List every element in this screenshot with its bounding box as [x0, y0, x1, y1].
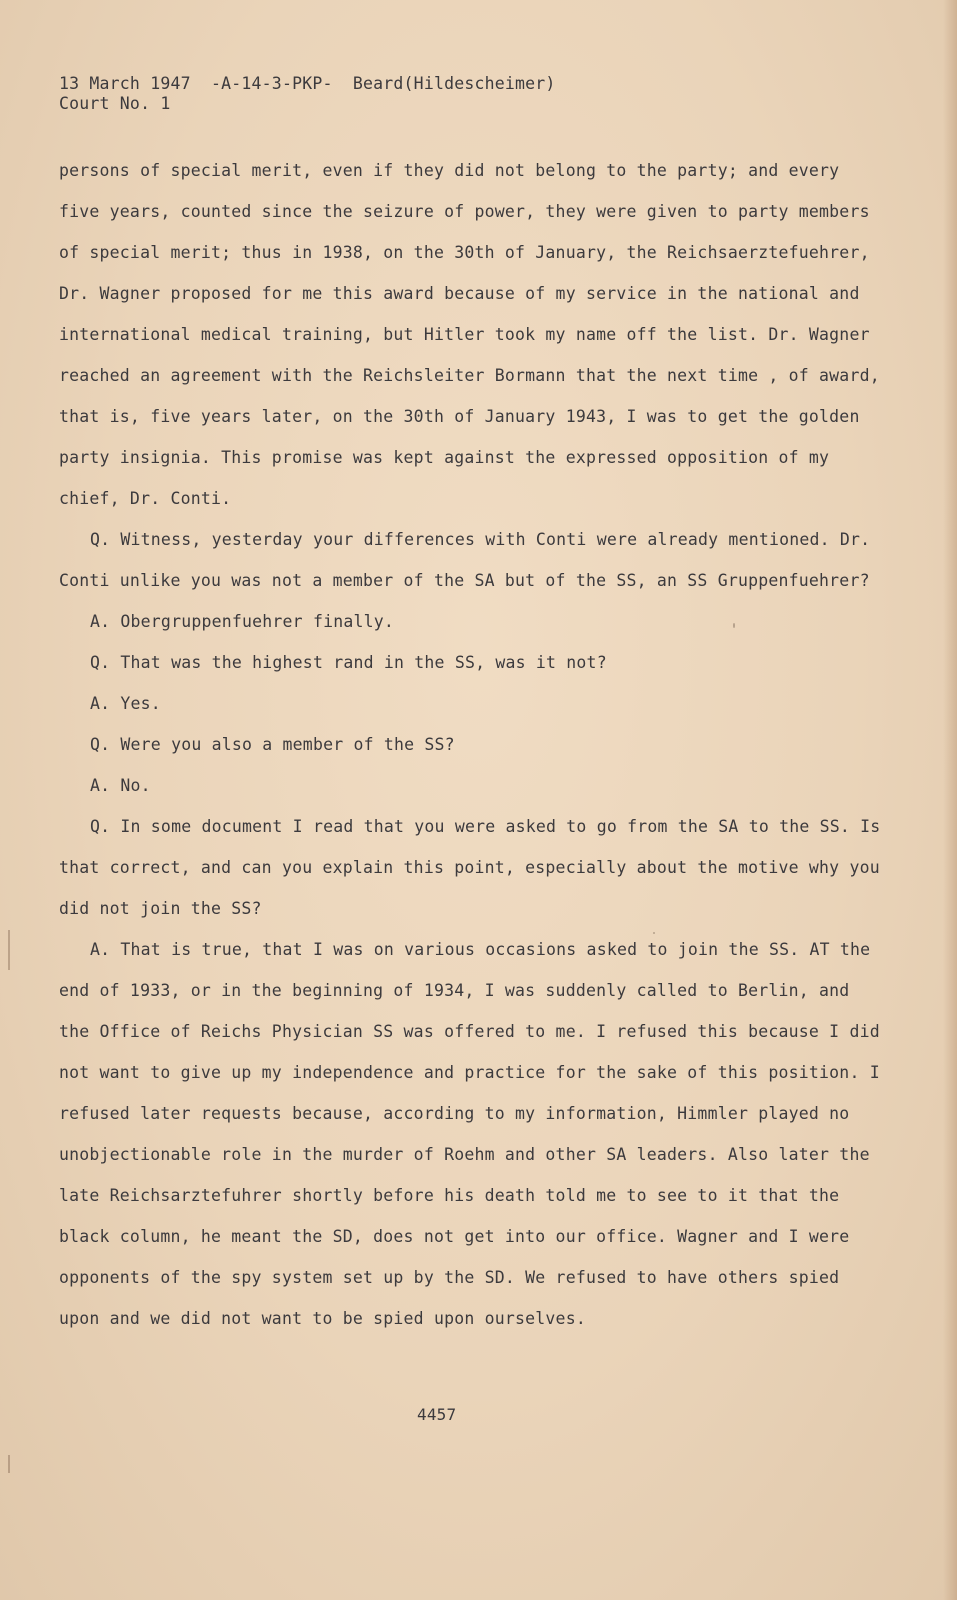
- margin-mark: [8, 1455, 10, 1473]
- margin-mark: [8, 930, 10, 970]
- paragraph-answer: A. Yes.: [90, 694, 161, 713]
- paragraph-question: Q. Were you also a member of the SS?: [90, 735, 455, 754]
- paragraph-continuation: persons of special merit, even if they did not belong to the party; and every five years, counted since the seizure of power, they were given to party members of special merit; thus in 1938, on the 30th of January, the Reichsaerztefuehrer, Dr. Wagner proposed for me this award because of my service in the national and international medical training, but Hitler took my name off the list. Dr. Wagner reached an agreement with the Reichsleiter Bormann that the next time , of award, that is, five years later, on the 30th of January 1943, I was to get the golden party insignia. This promise was kept against the expressed opposition of my chief, Dr. Conti.: [59, 161, 880, 508]
- page-number: 4457: [417, 1405, 457, 1424]
- document-header: [59, 74, 556, 114]
- header-court-number: Court No. 1: [59, 94, 171, 113]
- paragraph-answer: A. No.: [90, 776, 151, 795]
- page-edge-shadow: [943, 0, 957, 1600]
- header-date-reference: 13 March 1947 -A-14-3-PKP- Beard(Hildescheimer): [59, 74, 556, 93]
- paragraph-question: Q. That was the highest rand in the SS, was it not?: [90, 653, 607, 672]
- paragraph-question: Q. Witness, yesterday your differences with Conti were already mentioned. Dr. Conti unlike you was not a member of the SA but of the SS, an SS Gruppenfuehrer?: [59, 530, 871, 590]
- paragraph-answer: A. That is true, that I was on various occasions asked to join the SS. AT the end of 1933, or in the beginning of 1934, I was suddenly called to Berlin, and the Office of Reichs Physician SS was offered to me. I refused this because I did not want to give up my independence and practice for the sake of this position. I refused later requests because, according to my information, Himmler played no unobjectionable role in the murder of Roehm and other SA leaders. Also later the late Reichsarztefuhrer shortly before his death told me to see to it that the black column, he meant the SD, does not get into our office. Wagner and I were opponents of the spy system set up by the SD. We refused to have others spied upon and we did not want to be spied upon ourselves.: [59, 940, 880, 1328]
- paragraph-answer: A. Obergruppenfuehrer finally.: [90, 612, 395, 631]
- paragraph-question: Q. In some document I read that you were asked to go from the SA to the SS. Is that correct, and can you explain this point, especially about the motive why you did not join the SS?: [59, 817, 881, 918]
- transcript-body: [59, 150, 889, 1339]
